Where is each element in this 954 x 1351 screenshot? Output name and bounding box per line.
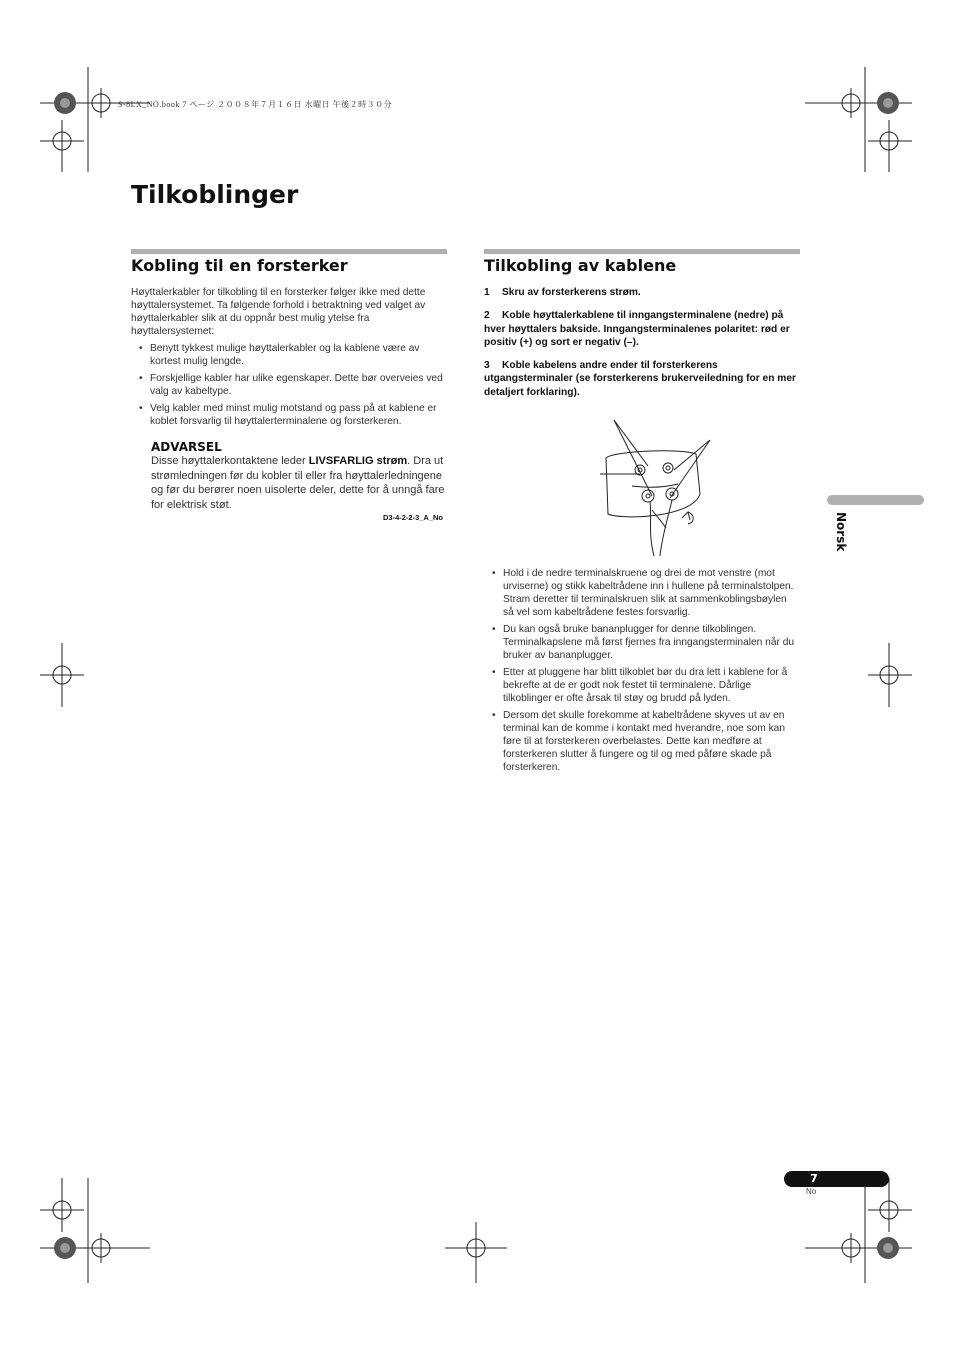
language-tab-label: Norsk (834, 512, 848, 552)
step-text: Koble høyttalerkablene til inngangsterminalene (nedre) på hver høyttalers bakside. Inngangsterminalenes polaritet: rød er positiv (+) og sort er negativ (–). (484, 310, 790, 348)
step-item (484, 286, 800, 299)
speaker-terminal-illustration (592, 418, 722, 558)
list-item: • Dersom det skulle forekomme at kabeltrådene skyves ut av en terminal kan de komme i kontakt med hverandre, noe som kan føre til at forsterkeren overbelastes. Dette kan medføre at forsterkeren slutter å fungere og til og med påføre skade på forsterkeren. (484, 709, 800, 774)
warning-code: D3-4-2-2-3_A_No (383, 513, 444, 522)
connection-notes-list (484, 567, 800, 778)
list-item: • Velg kabler med minst mulig motstand og pass på at kablene er koblet forsvarlig til høyttalerterminalene og forsterkeren. (131, 402, 447, 428)
step-item (484, 359, 800, 399)
steps-list (484, 286, 800, 409)
warning-text (151, 454, 447, 512)
list-item: • Benytt tykkest mulige høyttalerkabler og la kablene være av kortest mulig lengde. (131, 342, 447, 368)
list-item: • Forskjellige kabler har ulike egenskaper. Dette bør overveies ved valg av kabeltype. (131, 372, 447, 398)
list-item: • Hold i de nedre terminalskruene og drei de mot venstre (mot urviserne) og stikk kabeltrådene inn i hullene på terminalstolpen. Stram deretter til terminalskruen slik at sammenkoblingsbøylen så vel som kabeltrådene festes forsvarlig. (484, 567, 800, 619)
intro-paragraph: Høyttalerkabler for tilkobling til en forsterker følger ikke med dette høyttalersystemet. Ta følgende forhold i betraktning ved valget av høyttalerkabler slik at du oppnår best mulig ytelse fra høyttalersystemet: (131, 287, 426, 337)
cable-tips-list (131, 342, 447, 432)
warning-title: ADVARSEL (151, 440, 222, 454)
section-heading-cables: Tilkobling av kablene (484, 256, 677, 275)
print-header-line: S-8LX_NO.book 7 ページ ２００８年７月１６日 水曜日 午後２時３０分 (118, 100, 393, 109)
step-number: 1 (484, 287, 490, 298)
step-number: 2 (484, 310, 490, 322)
page-number: 7 (810, 1172, 818, 1185)
page-language-code: No (806, 1187, 817, 1196)
warning-text-part: . Dra ut strømledningen før du kobler til eller fra høyttalerledningene og før du berører noen uisolerte deler, dette for å unngå fare for elektrisk støt. (151, 455, 445, 511)
section-bar-right (484, 249, 800, 254)
page-title: Tilkoblinger (131, 180, 299, 209)
step-text: Koble kabelens andre ender til forsterkerens utgangsterminaler (se forsterkerens brukerveiledning for en mer detaljert forklaring). (484, 360, 796, 398)
step-number: 3 (484, 360, 490, 372)
list-item: • Etter at pluggene har blitt tilkoblet bør du dra lett i kablene for å bekrefte at de er godt nok festet til terminalene. Dårlige tilkoblinger er ofte årsak til støy og brudd på lyden. (484, 666, 800, 705)
warning-text-emphasis: LIVSFARLIG strøm (308, 455, 408, 467)
language-side-tab (827, 495, 924, 505)
list-item: • Du kan også bruke bananplugger for denne tilkoblingen. Terminalkapslene må først fjernes fra inngangsterminalen når du bruker av bananplugger. (484, 623, 800, 662)
warning-box (151, 440, 447, 512)
step-item (484, 309, 800, 349)
section-heading-amplifier: Kobling til en forsterker (131, 256, 348, 275)
section-bar-left (131, 249, 447, 254)
warning-text-part: Disse høyttalerkontaktene leder (151, 455, 309, 467)
step-text: Skru av forsterkerens strøm. (502, 287, 641, 298)
